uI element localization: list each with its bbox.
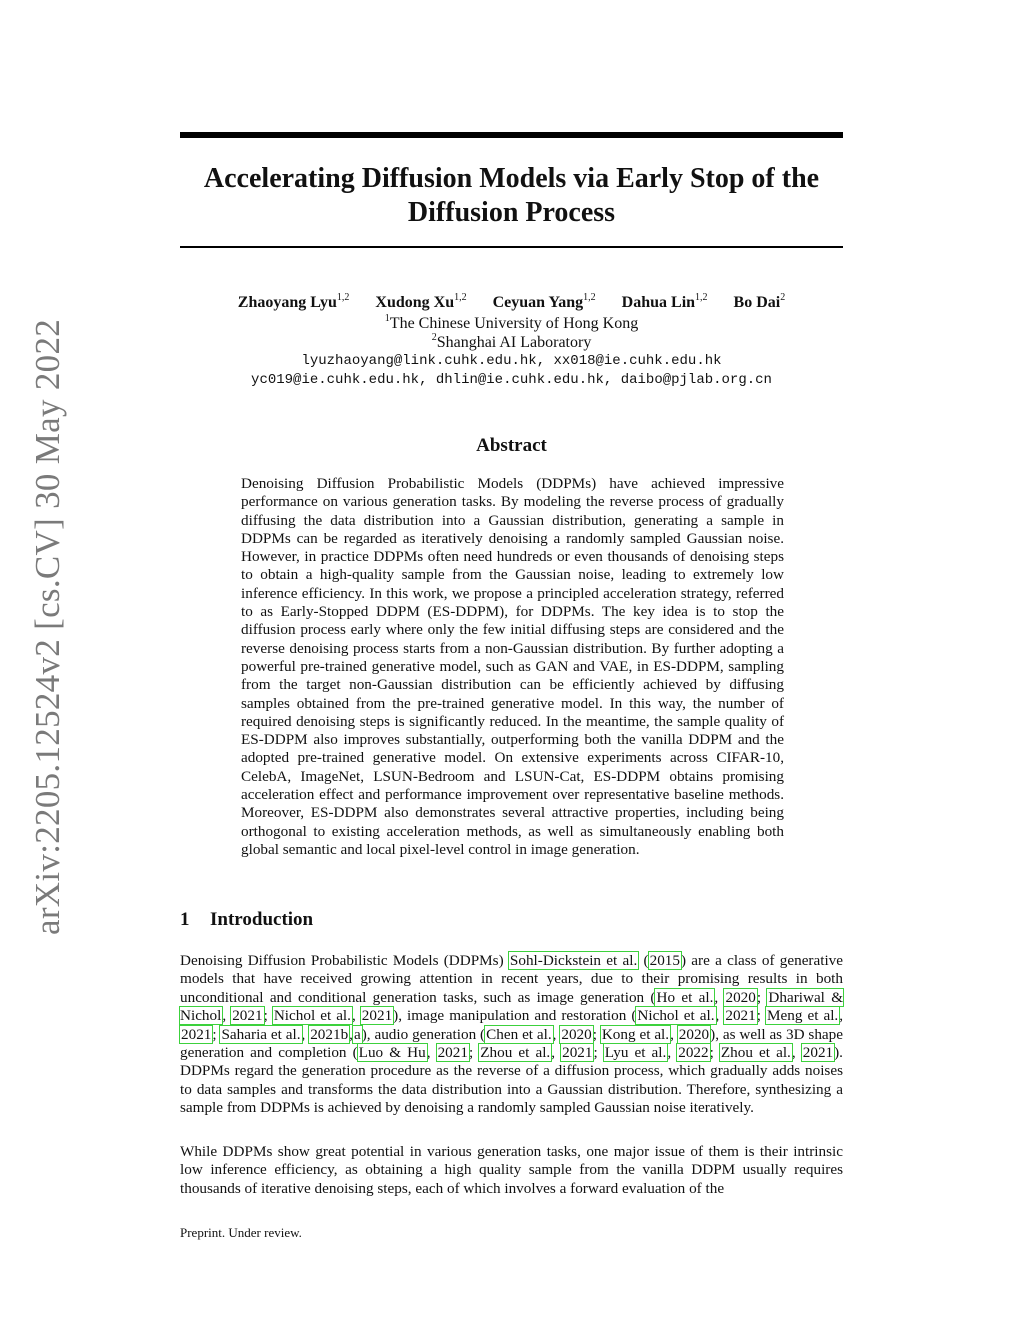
citation-link[interactable]: 2015 bbox=[649, 952, 680, 969]
title-rule-bottom bbox=[180, 246, 843, 248]
citation-link[interactable]: 2020 bbox=[725, 988, 756, 1006]
paragraph-text: ( bbox=[638, 952, 649, 969]
intro-paragraph-1 bbox=[180, 952, 843, 1118]
paragraph-text: , bbox=[839, 1007, 844, 1025]
citation-link[interactable]: Ho et al. bbox=[656, 988, 714, 1006]
paragraph-text: , bbox=[349, 1025, 353, 1043]
intro-paragraph-2: While DDPMs show great potential in various generation tasks, one major issue of them is their intrinsic low inference efficiency, as obtaining a high quality sample from the vanilla DDPM usually requires thousands of iterative denoising steps, each of which involves a forward evaluation of the bbox=[180, 1143, 843, 1197]
abstract-text: Denoising Diffusion Probabilistic Models (DDPMs) have achieved impressive performance on various generation tasks. By modeling the reverse process of gradually diffusing the data distribution into a Gaussian distribution, generating a sample in DDPMs can be regarded as iteratively denoising a randomly sampled Gaussian noise. However, in practice DDPMs often need hundreds or even thousands of denoising steps to obtain a high-quality sample from the Gaussian noise, leading to extremely low inference efficiency. In this work, we propose a principled acceleration strategy, referred to as Early-Stopped DDPM (ES-DDPM), for DDPMs. The key idea is to stop the diffusion process early where only the few initial diffusing steps are considered and the reverse denoising process starts from a non-Gaussian distribution. By further adopting a powerful pre-trained generative model, such as GAN and VAE, in ES-DDPM, sampling from the target non-Gaussian distribution can be efficiently achieved by diffusing samples obtained from the pre-trained generative model. In this way, the number of required denoising steps is significantly reduced. In the meantime, the sample quality of ES-DDPM also improves substantially, outperforming both the vanilla DDPM and the adopted pre-trained generative model. On extensive experiments across CIFAR-10, CelebA, ImageNet, LSUN-Bedroom and LSUN-Cat, ES-DDPM obtains promising acceleration effect and performance improvement over representative baseline methods. Moreover, ES-DDPM also demonstrates several attractive properties, including being orthogonal to existing acceleration methods, as well as simultaneously enabling both global semantic and local pixel-level control in image generation. bbox=[241, 475, 784, 858]
citation-link[interactable]: Nichol et al. bbox=[637, 1007, 715, 1025]
paragraph-text: ; bbox=[709, 1044, 720, 1062]
paragraph-text: , bbox=[551, 1044, 562, 1062]
author-list bbox=[180, 292, 843, 314]
author: Dahua Lin$^{1,2}$ bbox=[621, 292, 708, 311]
citation-link[interactable]: 2021 bbox=[562, 1044, 593, 1062]
affiliation-2: $^2$Shanghai AI Laboratory bbox=[431, 332, 592, 351]
title-rule-top bbox=[180, 132, 843, 138]
paragraph-text: , bbox=[552, 1025, 561, 1043]
author: Xudong Xu$^{1,2}$ bbox=[375, 292, 467, 311]
citation-link[interactable]: 2021 bbox=[725, 1007, 756, 1025]
paragraph-text: , bbox=[426, 1044, 437, 1062]
paragraph-text: , bbox=[715, 1007, 725, 1025]
author: Zhaoyang Lyu$^{1,2}$ bbox=[237, 292, 350, 311]
arxiv-identifier: arXiv:2205.12524v2 [cs.CV] 30 May 2022 bbox=[28, 318, 67, 935]
citation-link[interactable]: Meng et al. bbox=[767, 1007, 839, 1025]
citation-link[interactable]: 2021 bbox=[361, 1007, 393, 1025]
citation-link[interactable]: Lyu et al. bbox=[604, 1044, 667, 1062]
citation-link[interactable]: 2021 bbox=[232, 1007, 263, 1025]
citation-link[interactable]: 2021 bbox=[181, 1025, 212, 1043]
paragraph-text: ; bbox=[263, 1007, 273, 1025]
paragraph-text: ; bbox=[756, 1007, 766, 1025]
citation-link[interactable]: Dhariwal & Nichol bbox=[180, 988, 844, 1025]
paragraph-text: ), image manipulation and restoration ( bbox=[393, 1007, 637, 1025]
citation-link[interactable]: Sohl-Dickstein et al. bbox=[509, 952, 638, 969]
citation-link[interactable]: Nichol et al. bbox=[273, 1007, 351, 1025]
citation-link[interactable]: Zhou et al. bbox=[720, 1044, 791, 1062]
author: Bo Dai$^2$ bbox=[733, 292, 786, 311]
section-heading: 1 Introduction bbox=[180, 909, 314, 930]
paragraph-text: Denoising Diffusion Probabilistic Models (DDPMs) bbox=[180, 952, 509, 969]
citation-link[interactable]: 2020 bbox=[678, 1025, 710, 1043]
citation-link[interactable]: Luo & Hu bbox=[358, 1044, 426, 1062]
paragraph-text: ; bbox=[756, 988, 768, 1006]
paragraph-text: ; bbox=[593, 1044, 604, 1062]
citation-link[interactable]: 2021 bbox=[802, 1044, 834, 1062]
paragraph-text: ) are a class of generative models that have received growing attention in recent years, due to their promising results in both unconditional and conditional generation tasks, such as image generation ( bbox=[180, 952, 844, 1006]
citation-link[interactable]: 2021b bbox=[310, 1025, 349, 1043]
citation-link[interactable]: 2022 bbox=[678, 1044, 709, 1062]
paragraph-text: , bbox=[670, 1025, 678, 1043]
paragraph-text: , bbox=[301, 1025, 310, 1043]
paragraph-text: ; bbox=[212, 1025, 221, 1043]
email-line-2: yc019@ie.cuhk.edu.hk, dhlin@ie.cuhk.edu.hk, daibo@pjlab.org.cn bbox=[251, 372, 772, 388]
paragraph-text: ; bbox=[592, 1025, 601, 1043]
citation-link[interactable]: 2020 bbox=[561, 1025, 592, 1043]
paragraph-text: ). DDPMs regard the generation procedure as the reverse of a diffusion process, which gradually adds noises to data samples and transforms the data distribution into a Gaussian distribution. Therefore, synthesizing a sample from DDPMs is achieved by denoising a randomly sampled Gaussian noise iteratively. bbox=[180, 1044, 843, 1117]
citation-link[interactable]: Kong et al. bbox=[601, 1025, 670, 1043]
citation-link[interactable]: Chen et al. bbox=[486, 1025, 552, 1043]
citation-link[interactable]: a bbox=[353, 1025, 361, 1043]
citation-link[interactable]: Zhou et al. bbox=[480, 1044, 551, 1062]
paragraph-text: ; bbox=[468, 1044, 480, 1062]
paragraph-text: , bbox=[714, 988, 725, 1006]
paper-title: Accelerating Diffusion Models via Early Stop of the Diffusion Process bbox=[203, 163, 820, 228]
paragraph-text: ), audio generation ( bbox=[361, 1025, 486, 1043]
author: Ceyuan Yang$^{1,2}$ bbox=[492, 292, 596, 311]
paragraph-text: , bbox=[351, 1007, 361, 1025]
abstract-heading: Abstract bbox=[476, 435, 547, 456]
paragraph-text: , bbox=[667, 1044, 678, 1062]
affiliation-1: $^1$The Chinese University of Hong Kong bbox=[384, 313, 639, 332]
footer-note: Preprint. Under review. bbox=[180, 1225, 302, 1240]
paragraph-text: ), as well as 3D shape generation and completion ( bbox=[180, 1025, 844, 1062]
email-line-1: lyuzhaoyang@link.cuhk.edu.hk, xx018@ie.cuhk.edu.hk bbox=[301, 353, 722, 369]
citation-link[interactable]: Saharia et al. bbox=[221, 1025, 301, 1043]
citation-link[interactable]: 2021 bbox=[437, 1044, 468, 1062]
paragraph-text: , bbox=[791, 1044, 802, 1062]
paragraph-text: , bbox=[222, 1007, 232, 1025]
